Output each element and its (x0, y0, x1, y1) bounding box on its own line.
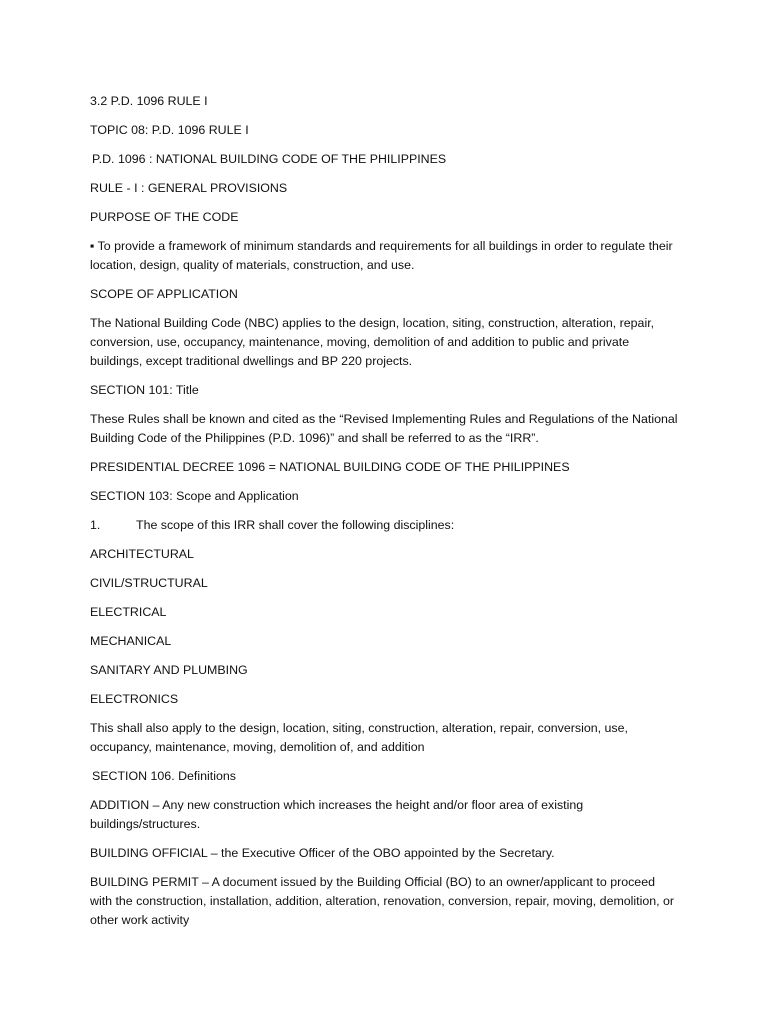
paragraph-text: BUILDING OFFICIAL – the Executive Officer of the OBO appointed by the Secretary. (90, 846, 555, 860)
paragraph (90, 632, 680, 651)
paragraph-text: SECTION 106. Definitions (92, 769, 236, 783)
paragraph-text: SANITARY AND PLUMBING (90, 663, 248, 677)
paragraph-text: SCOPE OF APPLICATION (90, 287, 238, 301)
paragraph (90, 487, 680, 506)
list-number: 1. (90, 518, 101, 532)
paragraph (90, 208, 680, 227)
paragraph (90, 285, 680, 304)
paragraph-text: PURPOSE OF THE CODE (90, 210, 239, 224)
paragraph-text: BUILDING PERMIT – A document issued by the Building Official (BO) to an owner/applicant to proceed with the construction, installation, addition, alteration, renovation, conversion, repair, moving, demolition, or other work activity (90, 875, 675, 927)
paragraph-text: This shall also apply to the design, location, siting, construction, alteration, repair, conversion, use, occupancy, maintenance, moving, demolition of, and addition (90, 721, 628, 754)
paragraph (90, 92, 680, 111)
paragraph (90, 314, 680, 371)
paragraph-text: SECTION 101: Title (90, 383, 199, 397)
paragraph (90, 381, 680, 400)
paragraph (90, 121, 680, 140)
paragraph (90, 719, 680, 757)
paragraph-text: TOPIC 08: P.D. 1096 RULE I (90, 123, 249, 137)
paragraph-text: ELECTRICAL (90, 605, 167, 619)
paragraph (90, 603, 680, 622)
paragraph-text: PRESIDENTIAL DECREE 1096 = NATIONAL BUILDING CODE OF THE PHILIPPINES (90, 460, 570, 474)
paragraph-text: These Rules shall be known and cited as the “Revised Implementing Rules and Regulations of the National Building Code of the Philippines (P.D. 1096)” and shall be referred to as the “IRR”. (90, 412, 678, 445)
paragraph (90, 767, 680, 786)
paragraph-text: ▪ To provide a framework of minimum standards and requirements for all buildings in order to regulate their location, design, quality of materials, construction, and use. (90, 239, 673, 272)
paragraph-text: ADDITION – Any new construction which increases the height and/or floor area of existing buildings/structures. (90, 798, 584, 831)
paragraph (90, 410, 680, 448)
numbered-paragraph (90, 516, 680, 535)
paragraph-text: The National Building Code (NBC) applies to the design, location, siting, construction, alteration, repair, conversion, use, occupancy, maintenance, moving, demolition of and addition to public and private buildings, except traditional dwellings and BP 220 projects. (90, 316, 655, 368)
paragraph (90, 844, 680, 863)
paragraph-text: 3.2 P.D. 1096 RULE I (90, 94, 208, 108)
paragraph (90, 661, 680, 680)
paragraph-text: The scope of this IRR shall cover the following disciplines: (136, 518, 455, 532)
document-page (90, 92, 680, 940)
paragraph-text: CIVIL/STRUCTURAL (90, 576, 208, 590)
paragraph (90, 690, 680, 709)
paragraph (90, 150, 680, 169)
paragraph (90, 796, 680, 834)
paragraph-text: RULE - I : GENERAL PROVISIONS (90, 181, 288, 195)
paragraph-text: SECTION 103: Scope and Application (90, 489, 299, 503)
paragraph-text: P.D. 1096 : NATIONAL BUILDING CODE OF THE PHILIPPINES (92, 152, 447, 166)
paragraph-text: ELECTRONICS (90, 692, 179, 706)
paragraph-text: ARCHITECTURAL (90, 547, 194, 561)
paragraph (90, 574, 680, 593)
paragraph (90, 179, 680, 198)
paragraph-text: MECHANICAL (90, 634, 172, 648)
paragraph (90, 873, 680, 930)
paragraph (90, 237, 680, 275)
paragraph (90, 545, 680, 564)
paragraph (90, 458, 680, 477)
